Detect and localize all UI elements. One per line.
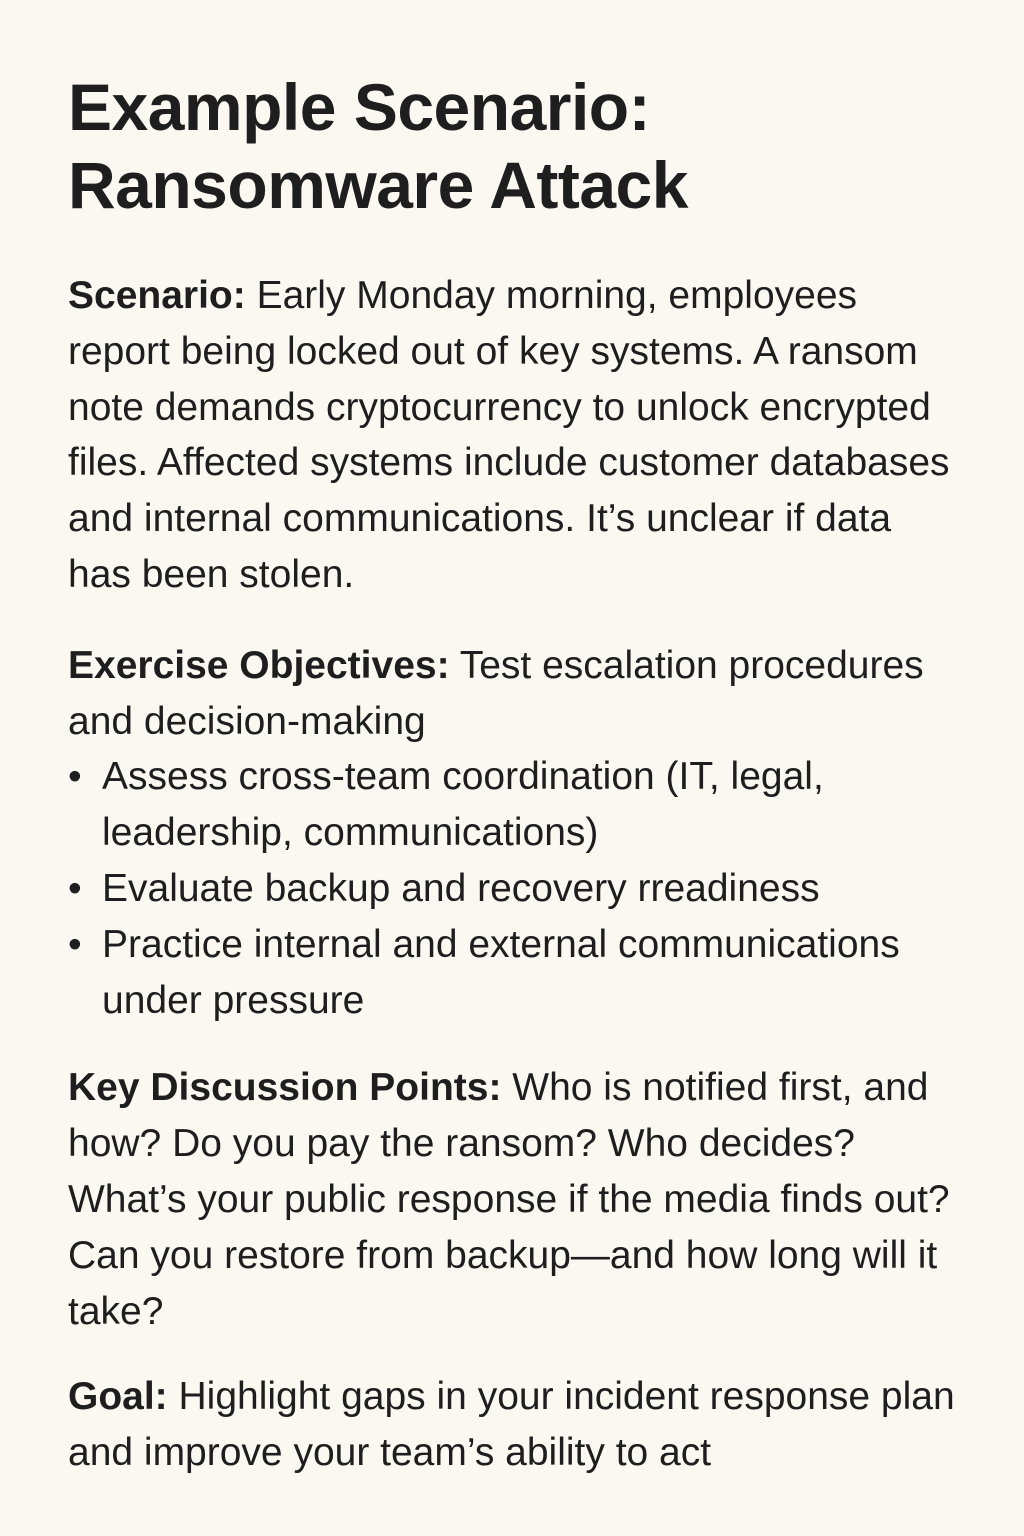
scenario-label: Scenario:: [68, 274, 246, 317]
discussion-section: [68, 1060, 964, 1339]
goal-text: Highlight gaps in your incident response plan and improve your team’s ability to act: [68, 1375, 955, 1475]
page-title: [68, 68, 964, 224]
objective-bullet-item: • Evaluate backup and recovery rreadiness: [68, 861, 964, 917]
goal-label: Goal:: [68, 1375, 168, 1419]
objectives-text: Test escalation procedures and decision-making: [68, 643, 924, 743]
objectives-section: [68, 638, 964, 1029]
scenario-section: [68, 268, 964, 603]
title-line-1: Example Scenario:: [68, 70, 651, 144]
discussion-label: Key Discussion Points:: [68, 1066, 502, 1110]
objective-bullet-item: • Practice internal and external communications under pressure: [68, 917, 964, 1029]
goal-section: [68, 1369, 964, 1481]
objectives-label: Exercise Objectives:: [68, 643, 450, 687]
title-line-2: Ransomware Attack: [68, 148, 688, 222]
objectives-list: [68, 749, 964, 1028]
scenario-text: Early Monday morning, employees report being locked out of key systems. A ransom note demands cryptocurrency to unlock encrypted files. Affected systems include customer databases and internal communications. It’s unclear if data has been stolen.: [68, 274, 950, 596]
discussion-text: Who is notified first, and how? Do you pay the ransom? Who decides? What’s your public response if the media finds out? Can you restore from backup—and how long will it take?: [68, 1066, 950, 1333]
objective-bullet-item: • Assess cross-team coordination (IT, legal, leadership, communications): [68, 749, 964, 861]
objectives-paragraph: [68, 638, 964, 750]
